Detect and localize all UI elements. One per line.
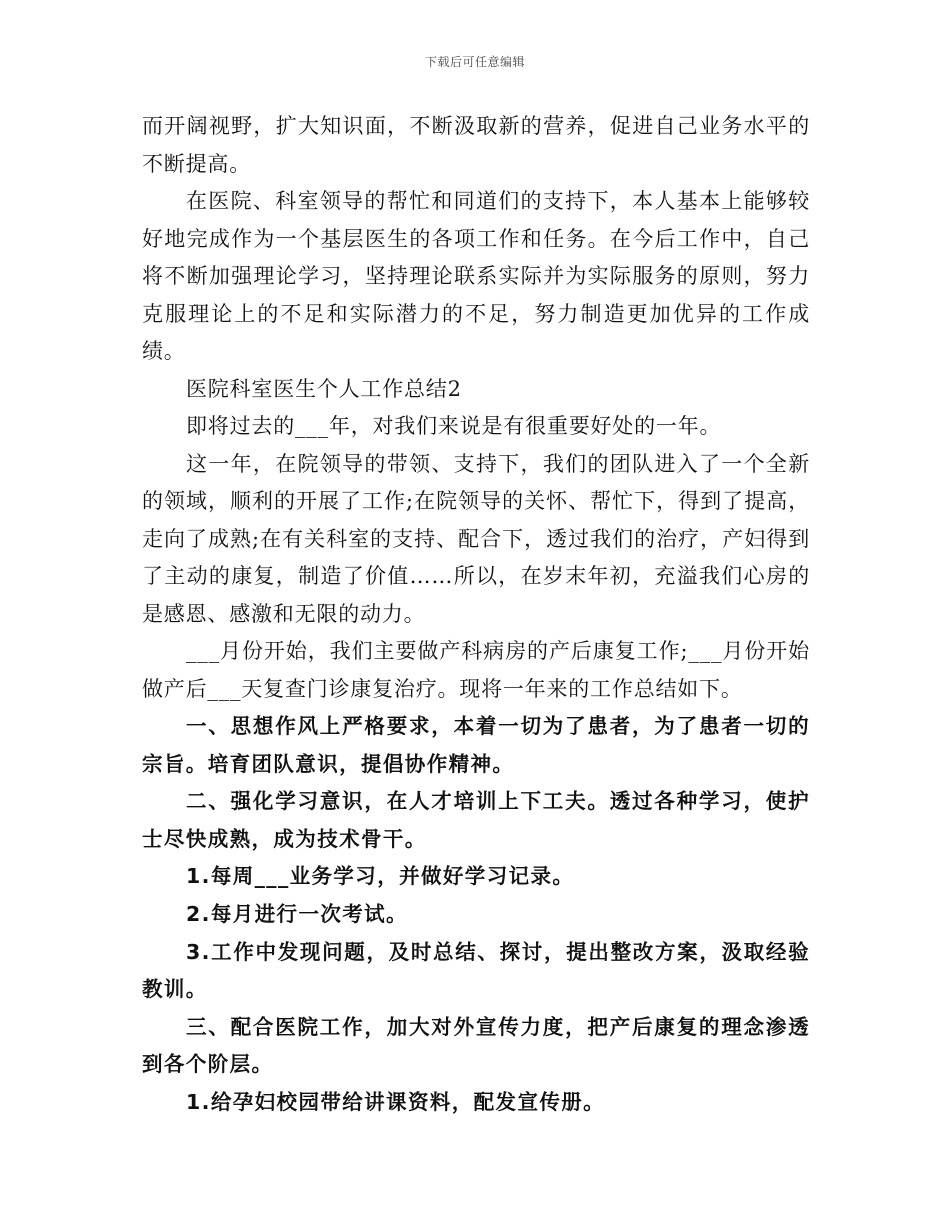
page-header: 下载后可任意编辑 [424, 55, 525, 69]
paragraph-year-review: 这一年，在院领导的带领、支持下，我们的团队进入了一个全新的领域，顺利的开展了工作;在院领导的关怀、帮忙下，得到了提高，走向了成熟;在有关科室的支持、配合下，透过我们的治疗，产妇得到了主动的康复，制造了价值……所以，在岁末年初，充溢我们心房的是感恩、感激和无限的动力。 [142, 451, 810, 626]
paragraph-support: 在医院、科室领导的帮忙和同道们的支持下，本人基本上能够较好地完成作为一个基层医生的各项工作和任务。在今后工作中，自己将不断加强理论学习，坚持理论联系实际并为实际服务的原则，努力克服理论上的不足和实际潜力的不足，努力制造更加优异的工作成绩。 [142, 189, 810, 363]
list-item-monthly-exam: 2.每月进行一次考试。 [186, 901, 408, 926]
document-body [142, 108, 810, 1122]
paragraph-work-start: ___月份开始，我们主要做产科病房的产后康复工作;___月份开始做产后___天复查门诊康复治疗。现将一年来的工作总结如下。 [142, 639, 810, 701]
list-item-lecture-materials: 1.给孕妇校园带给讲课资料，配发宣传册。 [186, 1089, 606, 1114]
heading-point-3: 三、配合医院工作，加大对外宣传力度，把产后康复的理念渗透到各个阶层。 [142, 1014, 810, 1077]
list-item-weekly-study: 1.每周___业务学习，并做好学习记录。 [186, 864, 575, 889]
heading-point-1: 一、思想作风上严格要求，本着一切为了患者，为了患者一切的宗旨。培育团队意识，提倡协作精神。 [142, 714, 810, 776]
paragraph-intro: 即将过去的___年，对我们来说是有很重要好处的一年。 [186, 414, 722, 438]
heading-point-2: 二、强化学习意识，在人才培训上下工夫。透过各种学习，使护士尽快成熟，成为技术骨干。 [142, 789, 810, 851]
paragraph-continuation: 而开阔视野，扩大知识面，不断汲取新的营养，促进自己业务水平的不断提高。 [142, 114, 810, 176]
list-item-problem-review: 3.工作中发现问题，及时总结、探讨，提出整改方案，汲取经验教训。 [142, 939, 810, 1002]
section-title: 医院科室医生个人工作总结2 [186, 376, 462, 401]
